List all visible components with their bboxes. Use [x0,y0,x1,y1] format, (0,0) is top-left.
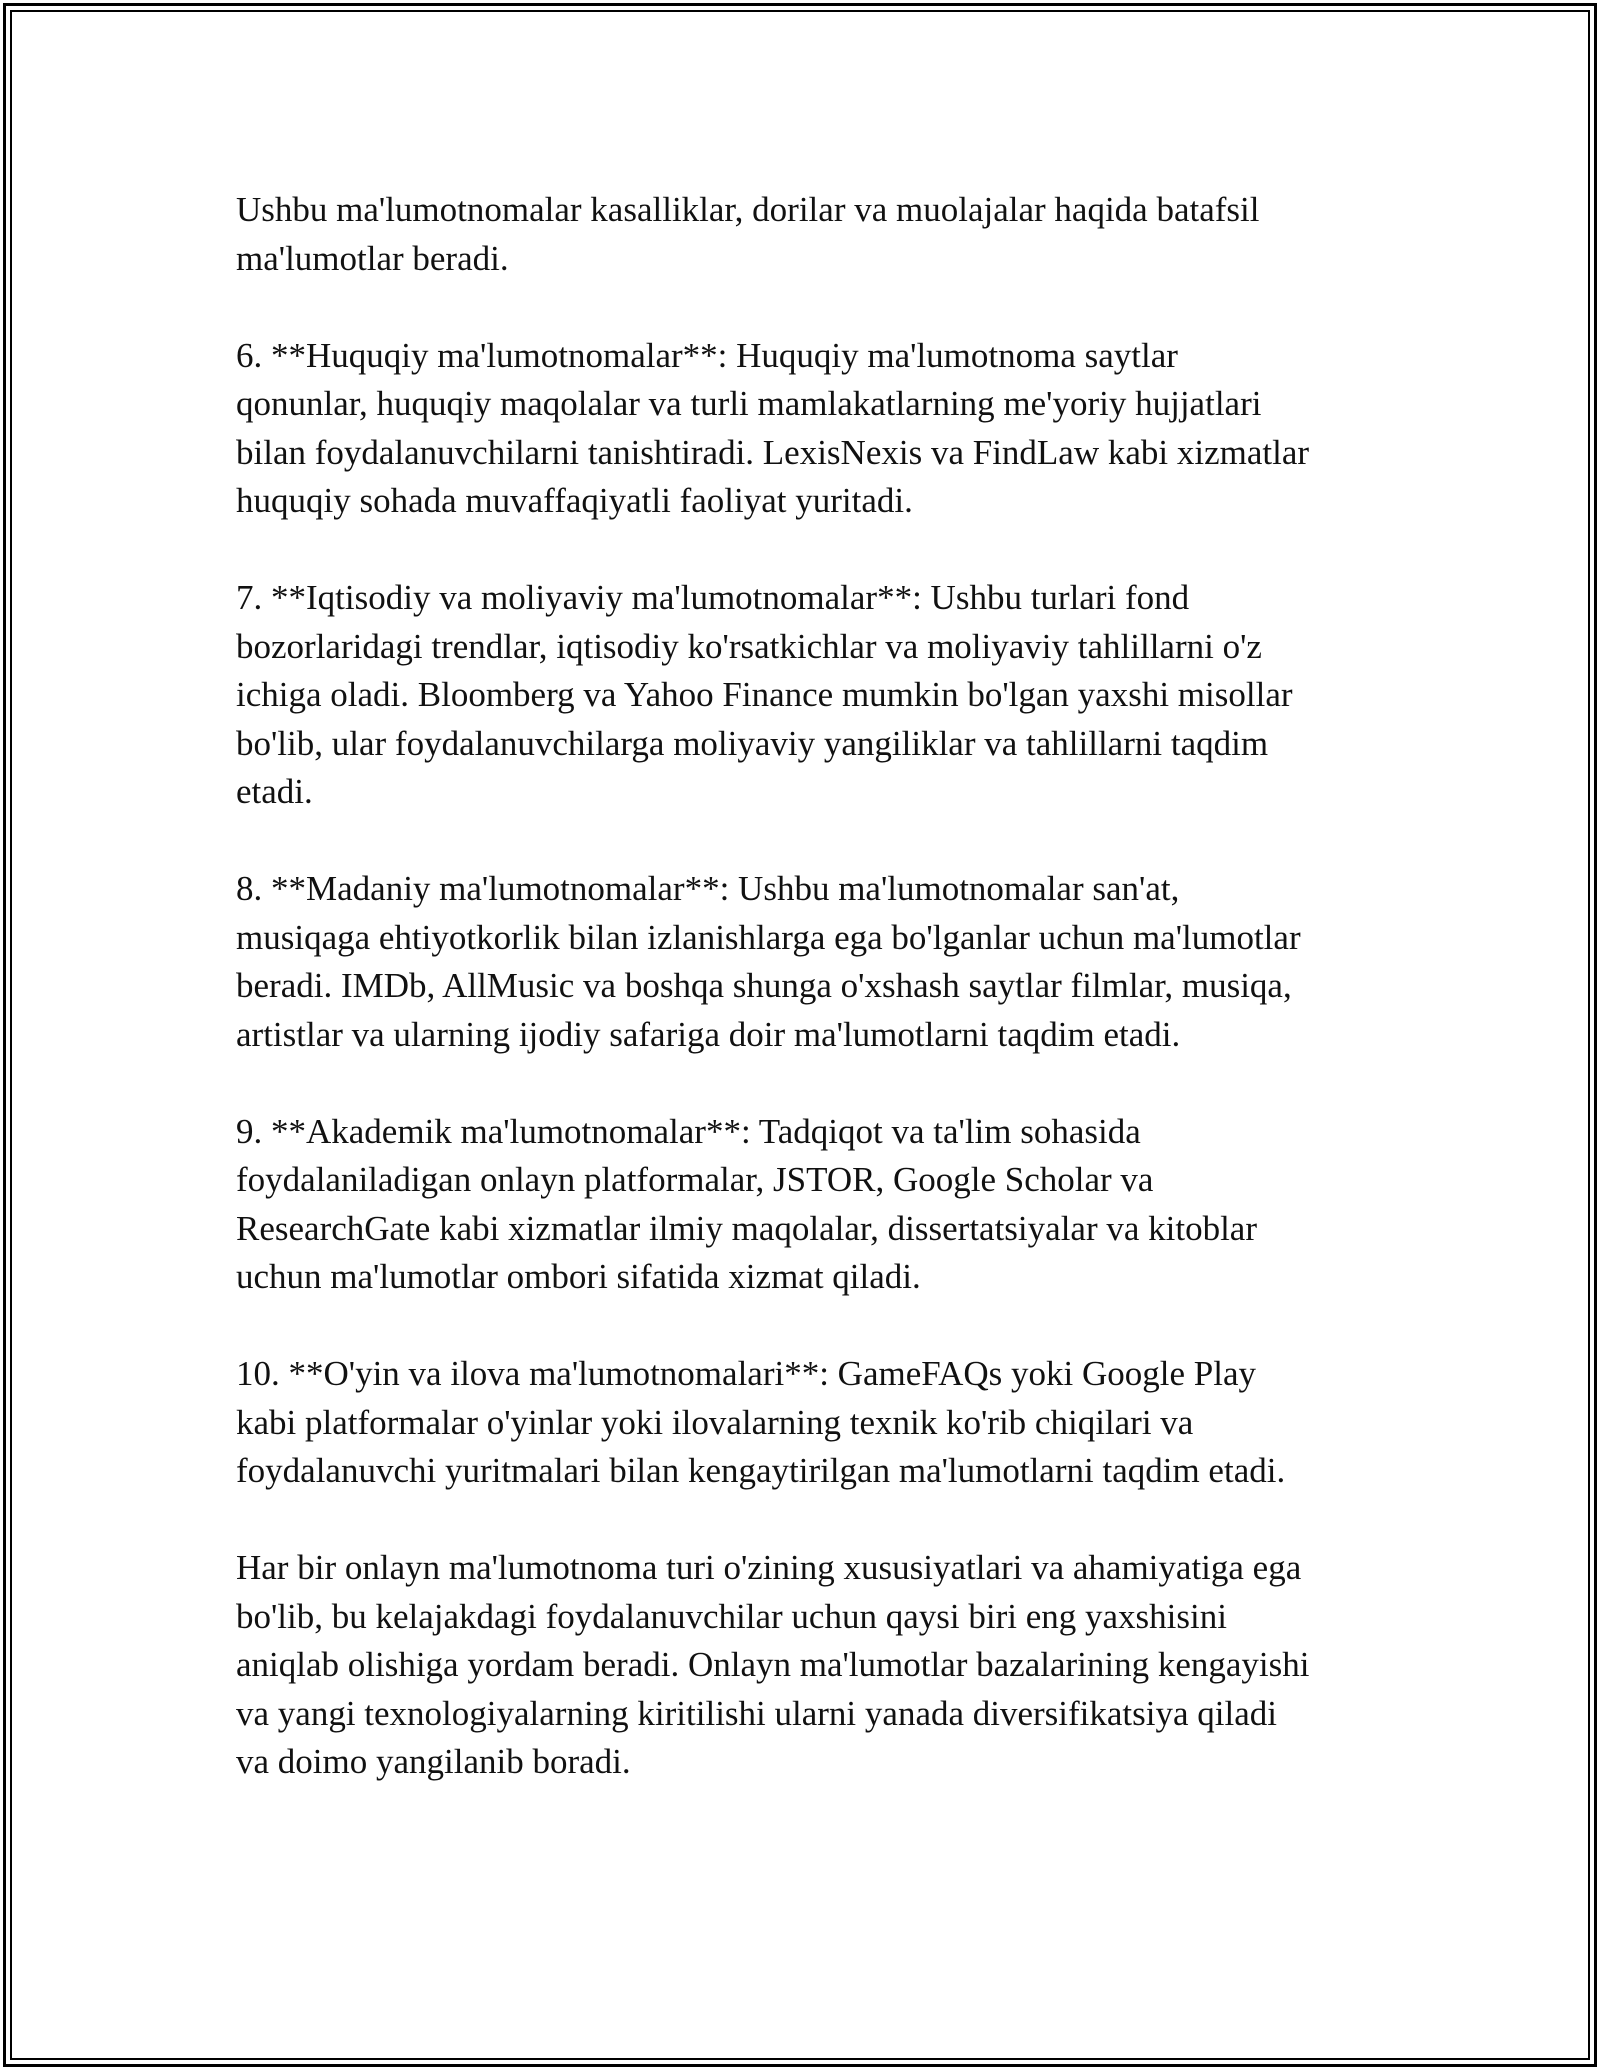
paragraph-economic-references [236,574,1376,817]
paragraph-conclusion [236,1544,1376,1787]
text-line: aniqlab olishiga yordam beradi. Onlayn ma'lumotlar bazalarining kengayishi [236,1645,1310,1684]
text-line: foydalanuvchi yuritmalari bilan kengaytirilgan ma'lumotlarni taqdim etadi. [236,1451,1286,1490]
text-line: beradi. IMDb, AllMusic va boshqa shunga o'xshash saytlar filmlar, musiqa, [236,966,1292,1005]
paragraph-academic-references [236,1108,1376,1302]
paragraph-game-app-references [236,1350,1376,1496]
text-line: bo'lib, ular foydalanuvchilarga moliyaviy yangiliklar va tahlillarni taqdim [236,723,1269,763]
text-line: foydalaniladigan onlayn platformalar, JSTOR, Google Scholar va [236,1160,1154,1199]
text-line: bilan foydalanuvchilarni tanishtiradi. LexisNexis va FindLaw kabi xizmatlar [236,432,1310,472]
text-line: qonunlar, huquqiy maqolalar va turli mamlakatlarning me'yoriy hujjatlari [236,384,1262,423]
text-line: 8. **Madaniy ma'lumotnomalar**: Ushbu ma'lumotnomalar san'at, [236,869,1180,908]
text-line: ichiga oladi. Bloomberg va Yahoo Finance mumkin bo'lgan yaxshi misollar [236,675,1293,714]
text-line: va yangi texnologiyalarning kiritilishi ularni yanada diversifikatsiya qiladi [236,1693,1277,1733]
text-line: 7. **Iqtisodiy va moliyaviy ma'lumotnomalar**: Ushbu turlari fond [236,578,1190,617]
text-line: huquqiy sohada muvaffaqiyatli faoliyat yuritadi. [236,481,913,520]
text-line: kabi platformalar o'yinlar yoki ilovalarning texnik ko'rib chiqilari va [236,1402,1194,1442]
text-line: bozorlaridagi trendlar, iqtisodiy ko'rsatkichlar va moliyaviy tahlillarni o'z [236,626,1262,666]
text-line: etadi. [236,772,313,811]
paragraph-legal-references [236,332,1376,526]
text-line: Ushbu ma'lumotnomalar kasalliklar, dorilar va muolajalar haqida batafsil [236,190,1260,229]
text-line: musiqaga ehtiyotkorlik bilan izlanishlarga ega bo'lganlar uchun ma'lumotlar [236,917,1301,957]
paragraph-medical-continuation [236,186,1376,283]
text-line: uchun ma'lumotlar ombori sifatida xizmat qiladi. [236,1257,921,1296]
text-line: va doimo yangilanib boradi. [236,1742,631,1781]
paragraph-cultural-references [236,865,1376,1059]
text-line: 6. **Huquqiy ma'lumotnomalar**: Huquqiy ma'lumotnoma saytlar [236,335,1178,375]
text-line: 10. **O'yin va ilova ma'lumotnomalari**: GameFAQs yoki Google Play [236,1354,1257,1393]
text-line: artistlar va ularning ijodiy safariga doir ma'lumotlarni taqdim etadi. [236,1014,1181,1054]
text-line: ResearchGate kabi xizmatlar ilmiy maqolalar, dissertatsiyalar va kitoblar [236,1208,1257,1248]
text-line: Har bir onlayn ma'lumotnoma turi o'zining xususiyatlari va ahamiyatiga ega [236,1548,1302,1587]
text-line: ma'lumotlar beradi. [236,238,509,278]
text-line: bo'lib, bu kelajakdagi foydalanuvchilar uchun qaysi biri eng yaxshisini [236,1596,1227,1636]
document-body [236,186,1376,1835]
text-line: 9. **Akademik ma'lumotnomalar**: Tadqiqot va ta'lim sohasida [236,1111,1141,1151]
